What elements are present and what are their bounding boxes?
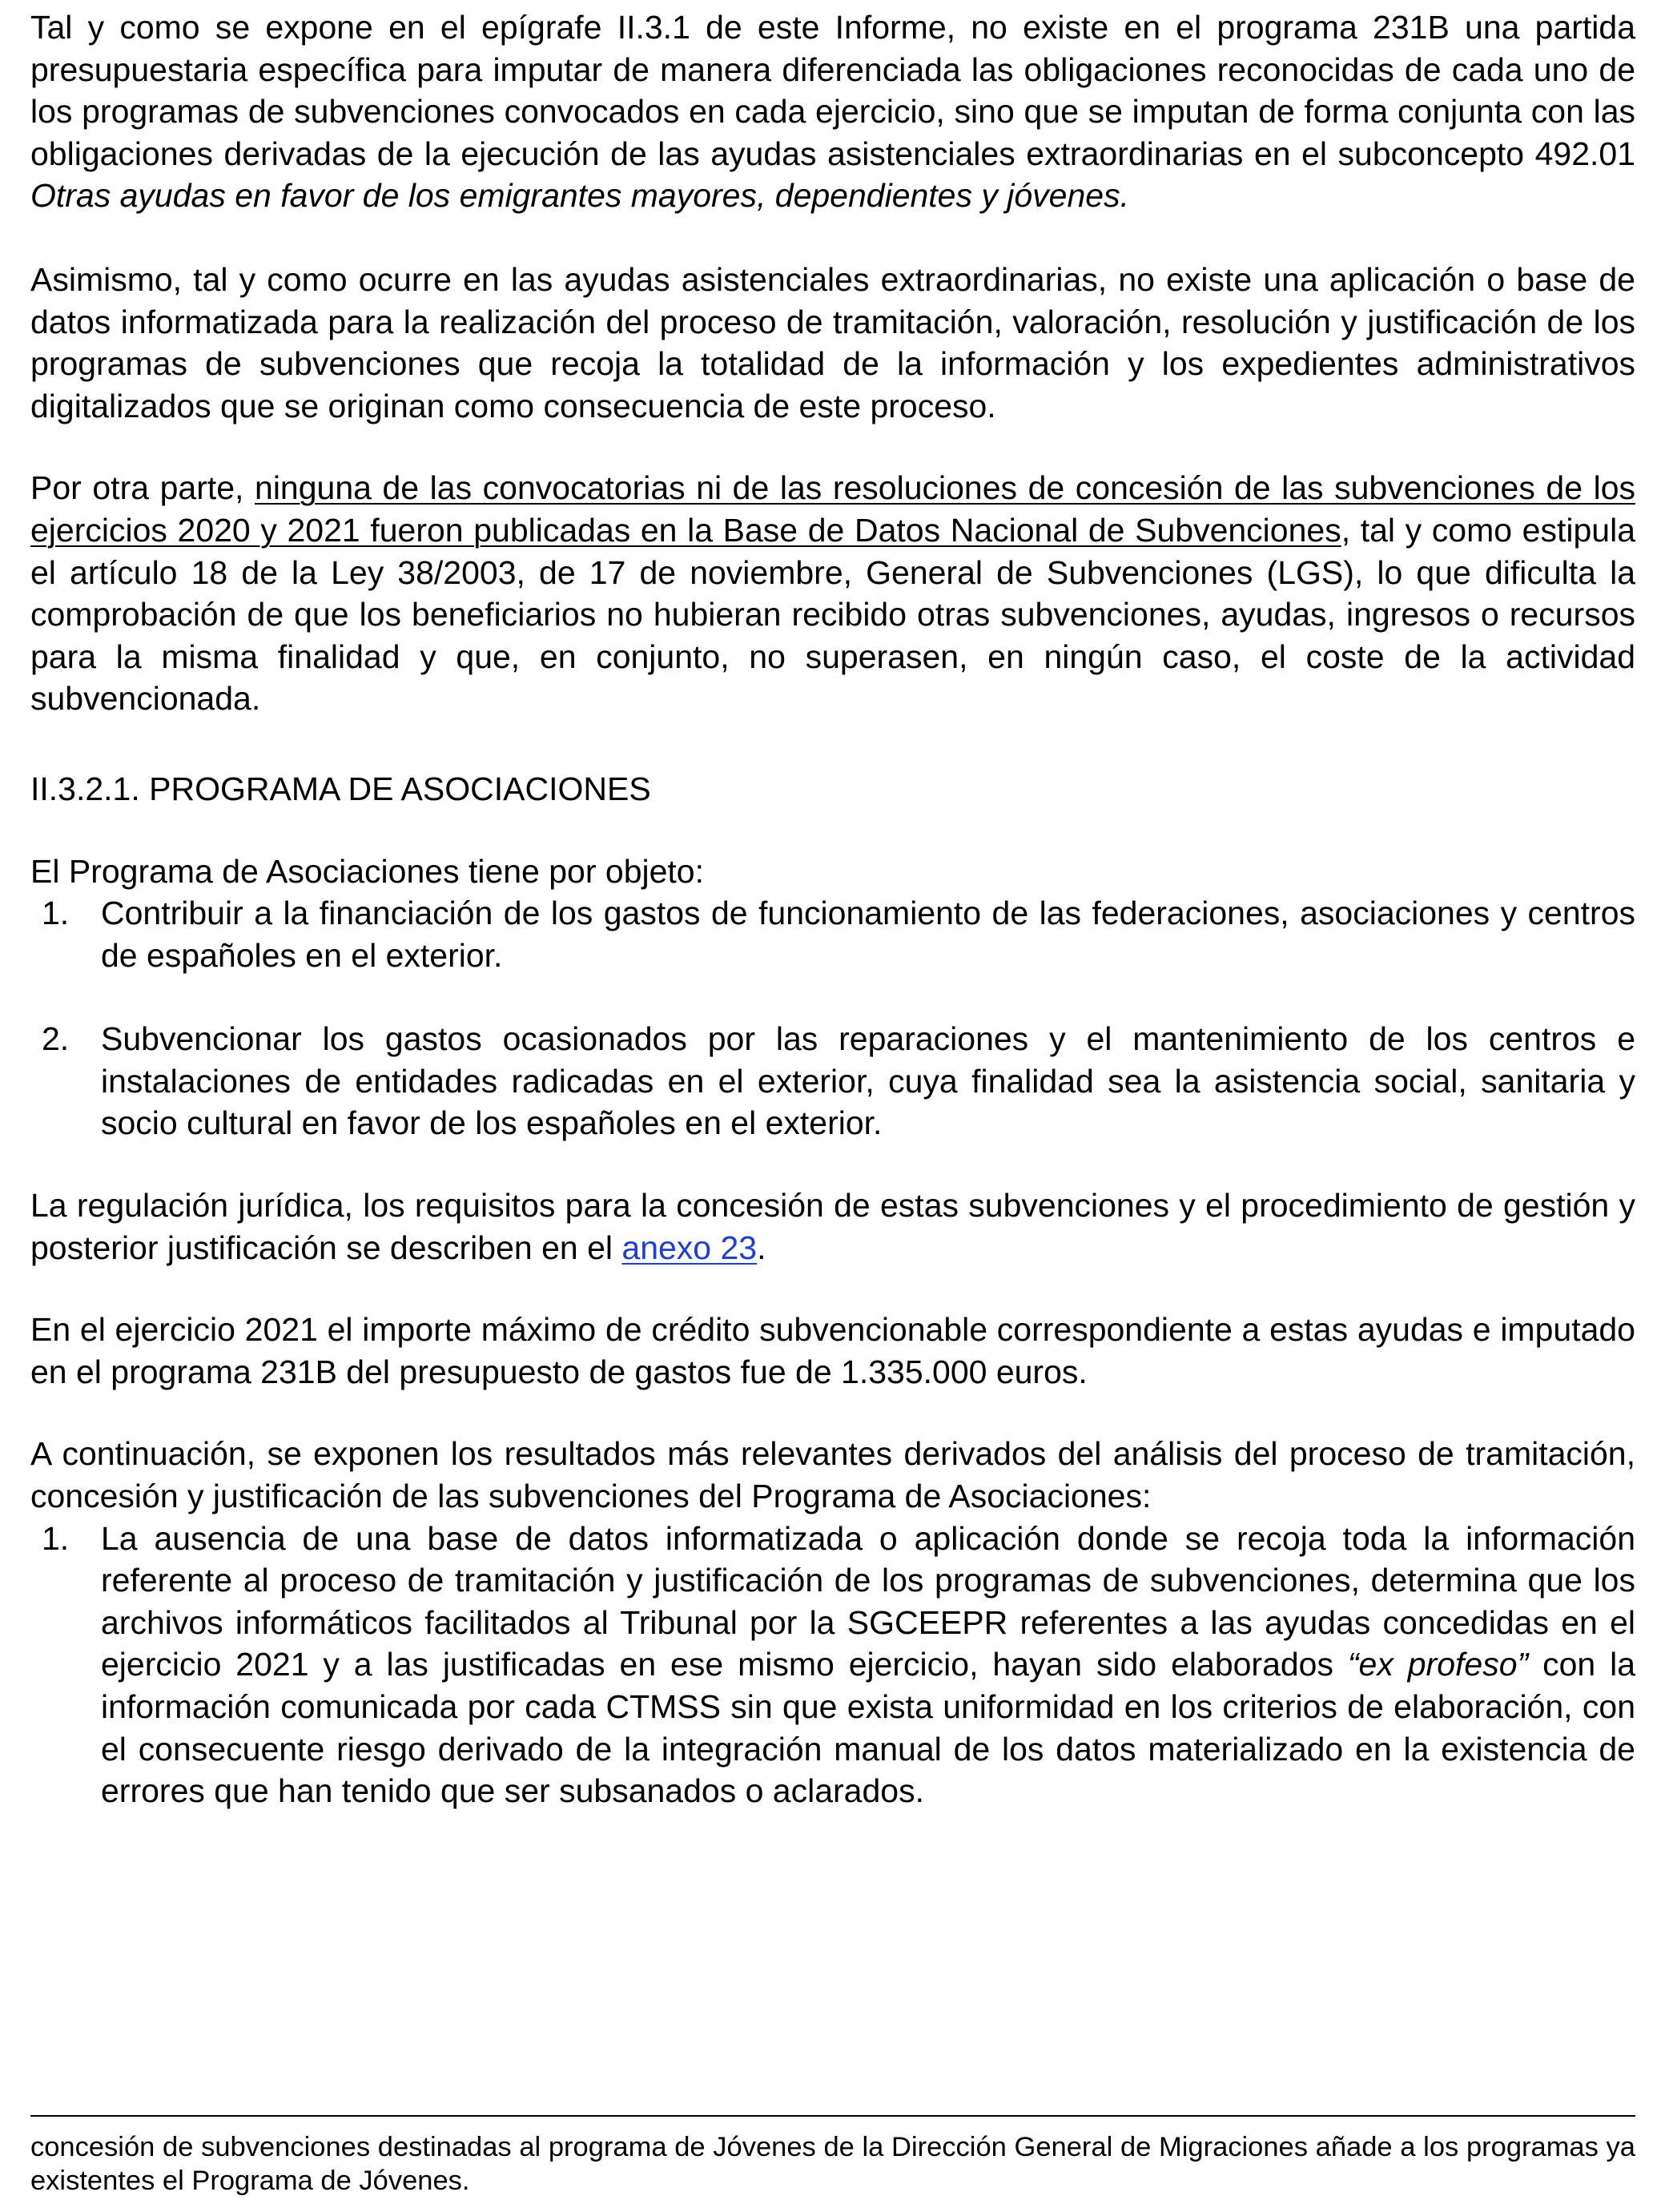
paragraph-text: . — [757, 1229, 766, 1266]
paragraph-no-database: Asimismo, tal y como ocurre en las ayudas asistenciales extraordinarias, no existe una aplicación o base de datos informatizada para la realización del proceso de tramitación, valoración, resolución y justificación de los programas de subvenciones que recoja la totalidad de la información y los expedientes administrativos digitalizados que se originan como consecuencia de este proceso. — [30, 260, 1635, 424]
document-page — [30, 6, 1635, 1812]
results-list — [30, 1518, 1635, 1812]
paragraph-text: Por otra parte, — [30, 469, 255, 507]
list-number: 1. — [42, 1519, 70, 1557]
paragraph-regulation — [30, 1184, 1635, 1269]
paragraph-bdns-publication — [30, 467, 1635, 720]
objectives-list — [30, 892, 1635, 1144]
paragraph-budget-amount: En el ejercicio 2021 el importe máximo de crédito subvencionable correspondiente a estas ayudas e imputado en el programa 231B del presupuesto de gastos fue de 1.335.000 euros. — [30, 1311, 1635, 1390]
section-heading: II.3.2.1. PROGRAMA DE ASOCIACIONES — [30, 770, 651, 807]
italic-phrase: “ex profeso” — [1347, 1646, 1529, 1683]
subconcept-name: Otras ayudas en favor de los emigrantes mayores, dependientes y jóvenes. — [30, 177, 1129, 215]
paragraph-text: , tal y como estipula el artículo 18 de la Ley 38/2003, de 17 de noviembre, General de Subvenciones (LGS), lo que dificulta la comprobación de que los beneficiarios no hubieran recibido otras subvenciones, ayudas, ingresos o recursos para la misma finalidad y que, en conjunto, no superasen, en ningún caso, el coste de la actividad subvencionada. — [30, 511, 1635, 718]
paragraph-results-intro: A continuación, se exponen los resultados más relevantes derivados del análisis del proceso de tramitación, concesión y justificación de las subvenciones del Programa de Asociaciones: — [30, 1435, 1635, 1515]
footnote: concesión de subvenciones destinadas al programa de Jóvenes de la Dirección General de Migraciones añade a los programas ya existentes el Programa de Jóvenes. — [30, 2132, 1635, 2196]
underlined-finding: ninguna de las convocatorias ni de las resoluciones de concesión de las subvenciones de los ejercicios 2020 y 2021 fueron publicadas en la Base de Datos Nacional de Subvenciones — [30, 469, 1635, 549]
annex-link[interactable]: anexo 23 — [621, 1229, 758, 1266]
section-intro: El Programa de Asociaciones tiene por objeto: — [30, 852, 705, 890]
list-item-text: Contribuir a la financiación de los gastos de funcionamiento de las federaciones, asociaciones y centros de españoles en el exterior. — [101, 895, 1635, 974]
list-item-text: Subvencionar los gastos ocasionados por las reparaciones y el mantenimiento de los centros e instalaciones de entidades radicadas en el exterior, cuya finalidad sea la asistencia social, sanitaria y socio cultural en favor de los españoles en el exterior. — [101, 1020, 1635, 1142]
paragraph-budget-imputation — [30, 6, 1635, 217]
list-item — [30, 892, 1635, 976]
list-item-text: La ausencia de una base de datos informatizada o aplicación donde se recoja toda la información referente al proceso de tramitación y justificación de los programas de subvenciones, determina que los archivos informáticos facilitados al Tribunal por la SGCEEPR referentes a las ayudas concedidas en el ejercicio 2021 y a las justificadas en ese mismo ejercicio, hayan sido elaborados — [101, 1519, 1635, 1683]
list-number: 1. — [42, 895, 70, 932]
paragraph-text: La regulación jurídica, los requisitos para la concesión de estas subvenciones y el procedimiento de gestión y posterior justificación se describen en el — [30, 1187, 1635, 1266]
list-item-text: con la información comunicada por cada CTMSS sin que exista uniformidad en los criterios de elaboración, con el consecuente riesgo derivado de la integración manual de los datos materializado en la existencia de errores que han tenido que ser subsanados o aclarados. — [101, 1646, 1635, 1810]
list-item — [30, 1518, 1635, 1812]
list-item — [30, 1018, 1635, 1144]
list-number: 2. — [42, 1020, 70, 1058]
paragraph-text: Tal y como se expone en el epígrafe II.3.1 de este Informe, no existe en el programa 231B una partida presupuestaria específica para imputar de manera diferenciada las obligaciones reconocidas de cada uno de los programas de subvenciones convocados en cada ejercicio, sino que se imputan de forma conjunta con las obligaciones derivadas de la ejecución de las ayudas asistenciales extraordinarias en el subconcepto 492.01 — [30, 9, 1635, 172]
footnote-separator — [30, 2115, 1635, 2117]
